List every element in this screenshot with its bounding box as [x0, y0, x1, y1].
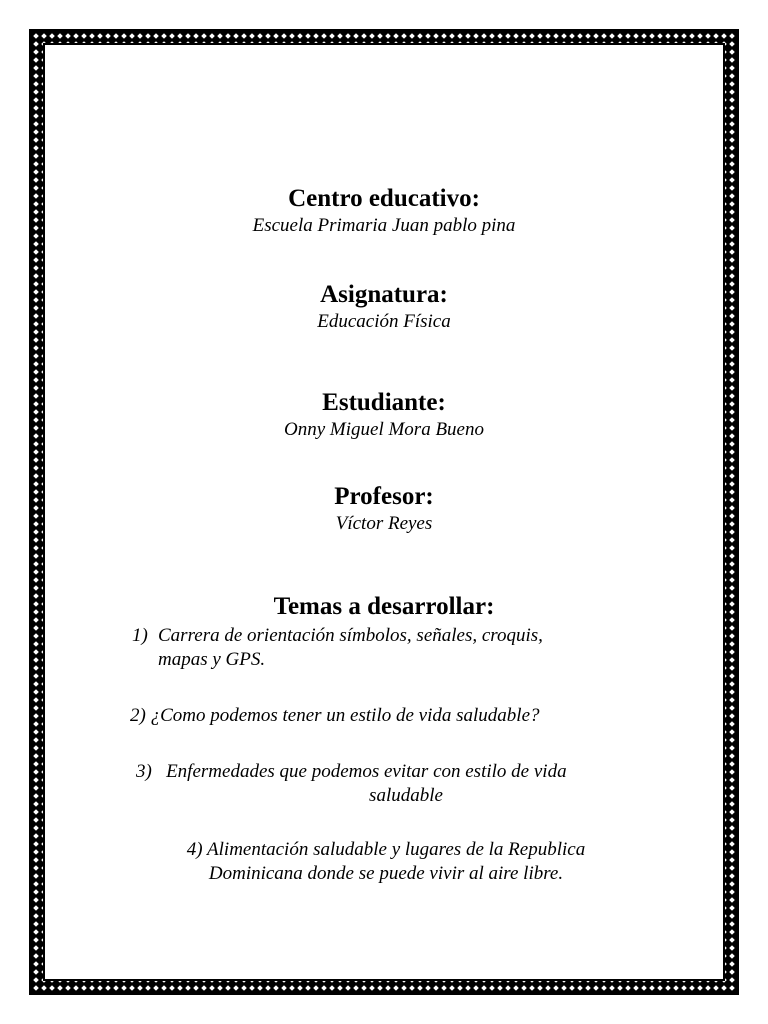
topic-item-2 — [130, 704, 690, 728]
topic-text-line: Enfermedades que podemos evitar con estilo de vida — [166, 761, 567, 782]
topics-heading: Temas a desarrollar: — [273, 593, 495, 620]
topic-text-line: Alimentación saludable y lugares de la Republica — [207, 839, 586, 860]
cover-page — [46, 46, 722, 978]
topic-number: 4) — [186, 839, 203, 860]
topic-text-line: Dominicana donde se puede vivir al aire libre. — [208, 863, 564, 884]
teacher-name: Víctor Reyes — [335, 513, 433, 534]
topic-text-line: Carrera de orientación símbolos, señales, croquis, — [158, 625, 543, 646]
teacher-heading: Profesor: — [334, 483, 434, 510]
school-name: Escuela Primaria Juan pablo pina — [252, 215, 516, 236]
topic-item-3 — [136, 760, 676, 808]
topic-item-1 — [132, 624, 652, 672]
topic-number: 2) — [130, 705, 146, 726]
topic-item-4 — [106, 838, 666, 886]
topic-number: 3) — [136, 761, 152, 782]
student-heading: Estudiante: — [322, 389, 446, 416]
subject-heading: Asignatura: — [320, 281, 448, 308]
topic-text-line: saludable — [369, 785, 443, 806]
subject-section — [46, 280, 722, 334]
school-heading: Centro educativo: — [288, 185, 480, 212]
topic-text-line: ¿Como podemos tener un estilo de vida saludable? — [150, 705, 540, 726]
school-section — [46, 184, 722, 238]
subject-name: Educación Física — [317, 311, 451, 332]
topic-text-line: mapas y GPS. — [158, 649, 266, 670]
topics-section — [46, 592, 722, 622]
student-name: Onny Miguel Mora Bueno — [284, 419, 484, 440]
topic-number: 1) — [132, 625, 148, 646]
teacher-section — [46, 482, 722, 536]
student-section — [46, 388, 722, 442]
